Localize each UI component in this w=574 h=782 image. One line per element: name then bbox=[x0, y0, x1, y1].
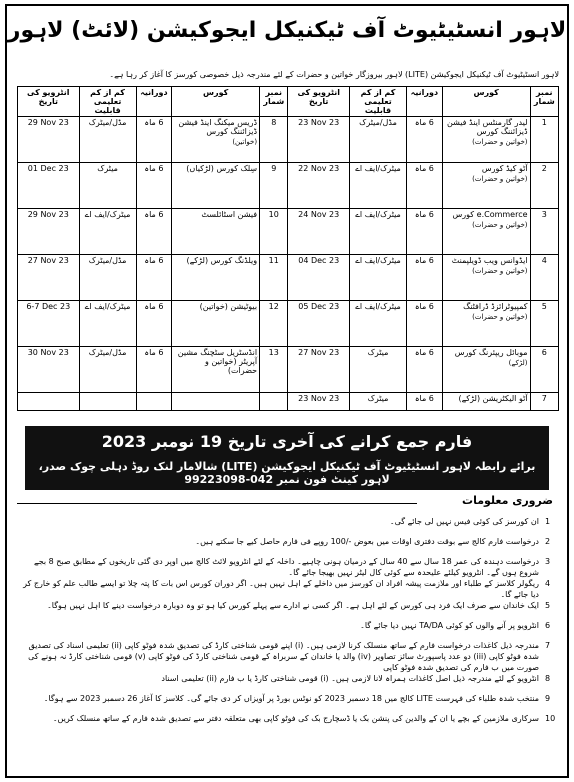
info-heading: ضروری معلومات bbox=[462, 494, 553, 507]
list-item bbox=[15, 536, 559, 556]
cell-num bbox=[530, 347, 558, 393]
cell-qual bbox=[349, 255, 406, 301]
cell-qual bbox=[79, 209, 136, 255]
cell-num bbox=[260, 255, 288, 301]
cell-duration-text: 6 ماہ bbox=[144, 256, 164, 265]
cell-course-text: انڈسٹریل سٹچنگ مشین آپریٹر (خواتین و حضرات) bbox=[177, 348, 258, 375]
cell-course-text: سِلک کورس (لڑکیاں) bbox=[186, 164, 258, 173]
cell-qual bbox=[79, 301, 136, 347]
note-number: 4 bbox=[545, 579, 551, 588]
cell-date bbox=[288, 393, 350, 411]
cell-date-text: 6-7 Dec 23 bbox=[26, 302, 71, 311]
list-item bbox=[15, 673, 559, 693]
cell-duration-text: 6 ماہ bbox=[414, 210, 434, 219]
cell-duration bbox=[136, 347, 172, 393]
note-number: 1 bbox=[545, 517, 551, 526]
table-header-row bbox=[18, 87, 559, 117]
cell-num bbox=[260, 393, 288, 411]
cell-date bbox=[18, 347, 80, 393]
cell-date bbox=[288, 163, 350, 209]
note-text: منتخب شدہ طلباء کی فہرست LITE کالج میں 18 دسمبر 2023 کو نوٹس بورڈ پر آویزاں کر دی جائے گی۔ کلاسز کا آغاز 26 دسمبر 2023 سے ہوگا۔ bbox=[43, 694, 539, 703]
cell-qual-text: میٹرک/ایف اے bbox=[355, 210, 401, 219]
list-item bbox=[15, 600, 559, 620]
header-qual-right: کم از کم تعلیمی قابلیت bbox=[349, 87, 406, 117]
cell-num bbox=[260, 117, 288, 163]
note-number: 10 bbox=[545, 714, 556, 723]
cell-num-text: 13 bbox=[268, 348, 279, 357]
cell-duration-text: 6 ماہ bbox=[414, 394, 434, 403]
cell-date bbox=[18, 209, 80, 255]
note-number: 7 bbox=[545, 641, 551, 650]
cell-duration-text: 6 ماہ bbox=[144, 348, 164, 357]
cell-course bbox=[172, 163, 260, 209]
header-qual-left: کم از کم تعلیمی قابلیت bbox=[79, 87, 136, 117]
note-number: 8 bbox=[545, 674, 551, 683]
cell-num bbox=[260, 209, 288, 255]
cell-course-text: ڈریس میکنگ اینڈ فیشن ڈیزائننگ کورس bbox=[178, 118, 258, 136]
info-heading-bar bbox=[7, 494, 567, 512]
cell-duration-text: 6 ماہ bbox=[414, 164, 434, 173]
cell-date-text: 27 Nov 23 bbox=[298, 348, 340, 357]
cell-date bbox=[18, 117, 80, 163]
table-row bbox=[18, 209, 559, 255]
cell-num bbox=[530, 163, 558, 209]
cell-qual-text: مڈل/میٹرک bbox=[88, 118, 127, 127]
cell-course-text: e.Commerce کورس bbox=[452, 210, 528, 219]
cell-course-audience: (لڑکے) bbox=[508, 359, 528, 367]
cell-num-text: 10 bbox=[268, 210, 279, 219]
cell-num-text: 1 bbox=[541, 118, 547, 127]
cell-num-text: 5 bbox=[541, 302, 547, 311]
header-date-right: انٹرویو کی تاریخ bbox=[288, 87, 350, 117]
cell-duration-text: 6 ماہ bbox=[144, 164, 164, 173]
cell-course bbox=[442, 209, 530, 255]
cell-duration bbox=[407, 347, 443, 393]
cell-num bbox=[530, 301, 558, 347]
header-course-right: کورس bbox=[442, 87, 530, 117]
table-row bbox=[18, 393, 559, 411]
cell-course-text: موبائل ریپئرنگ کورس bbox=[454, 348, 528, 357]
cell-duration bbox=[136, 209, 172, 255]
cell-course bbox=[442, 117, 530, 163]
cell-date bbox=[18, 301, 80, 347]
header-duration-left: دورانیہ bbox=[136, 87, 172, 117]
table-row bbox=[18, 301, 559, 347]
cell-qual-text: میٹرک/ایف اے bbox=[355, 302, 401, 311]
deadline-banner bbox=[25, 426, 549, 490]
cell-course-text: لیدر گارمنٹس اینڈ فیشن ڈیزائننگ کورس bbox=[447, 118, 528, 136]
cell-course-audience: (خواتین و حضرات) bbox=[472, 138, 528, 146]
table-row bbox=[18, 163, 559, 209]
courses-table bbox=[17, 86, 559, 411]
cell-qual bbox=[349, 117, 406, 163]
cell-duration bbox=[136, 117, 172, 163]
cell-qual bbox=[349, 393, 406, 411]
note-number: 5 bbox=[545, 601, 551, 610]
cell-date bbox=[288, 255, 350, 301]
cell-qual-text: مڈل/میٹرک bbox=[88, 348, 127, 357]
cell-qual-text: مڈل/میٹرک bbox=[359, 118, 397, 127]
cell-course-audience: (خواتین و حضرات) bbox=[472, 175, 528, 183]
cell-duration-text: 6 ماہ bbox=[144, 118, 164, 127]
cell-date-text: 27 Nov 23 bbox=[27, 256, 69, 265]
cell-course bbox=[442, 347, 530, 393]
cell-qual-text: مڈل/میٹرک bbox=[88, 256, 127, 265]
cell-num-text: 2 bbox=[541, 164, 547, 173]
cell-duration bbox=[407, 209, 443, 255]
cell-course bbox=[172, 347, 260, 393]
cell-num-text: 6 bbox=[541, 348, 547, 357]
cell-qual bbox=[349, 347, 406, 393]
cell-date bbox=[288, 347, 350, 393]
cell-qual bbox=[79, 255, 136, 301]
header-course-left: کورس bbox=[172, 87, 260, 117]
table-row bbox=[18, 255, 559, 301]
cell-num-text: 8 bbox=[271, 118, 277, 127]
cell-date-text: 05 Dec 23 bbox=[298, 302, 340, 311]
header-num-left: نمبر شمار bbox=[260, 87, 288, 117]
cell-duration bbox=[136, 393, 172, 411]
cell-date-text: 01 Dec 23 bbox=[27, 164, 69, 173]
cell-course bbox=[442, 255, 530, 301]
cell-course-text: آٹو الیکٹریشن (لڑکے) bbox=[458, 394, 528, 403]
cell-course bbox=[442, 301, 530, 347]
cell-duration bbox=[407, 117, 443, 163]
cell-date bbox=[288, 209, 350, 255]
cell-date-text: 29 Nov 23 bbox=[27, 210, 69, 219]
list-item bbox=[15, 640, 559, 673]
cell-course-text: ایڈوانس ویب ڈویلپمنٹ bbox=[451, 256, 528, 265]
cell-date bbox=[18, 163, 80, 209]
cell-date bbox=[288, 117, 350, 163]
note-text: ان کورسز کی کوئی فیس نہیں لی جائے گی۔ bbox=[389, 517, 539, 526]
cell-qual-text: میٹرک bbox=[367, 394, 389, 403]
cell-qual bbox=[349, 163, 406, 209]
header-date-left: انٹرویو کی تاریخ bbox=[18, 87, 80, 117]
advertisement-page bbox=[5, 4, 569, 778]
cell-num-text: 9 bbox=[271, 164, 277, 173]
note-number: 6 bbox=[545, 621, 551, 630]
table-row bbox=[18, 347, 559, 393]
note-number: 2 bbox=[545, 537, 551, 546]
cell-course bbox=[442, 393, 530, 411]
heading-divider bbox=[17, 503, 417, 504]
list-item bbox=[15, 620, 559, 640]
cell-course bbox=[442, 163, 530, 209]
cell-duration bbox=[407, 393, 443, 411]
list-item bbox=[15, 556, 559, 578]
cell-qual-text: میٹرک/ایف اے bbox=[355, 164, 401, 173]
cell-course bbox=[172, 393, 260, 411]
cell-num-text: 3 bbox=[541, 210, 547, 219]
cell-course-text: بیوٹیشن (خواتین) bbox=[199, 302, 258, 311]
cell-duration bbox=[407, 255, 443, 301]
cell-course-text: ویلڈنگ کورس (لڑکے) bbox=[186, 256, 258, 265]
cell-course-audience: (خواتین و حضرات) bbox=[472, 221, 528, 229]
cell-course bbox=[172, 255, 260, 301]
cell-duration bbox=[136, 301, 172, 347]
cell-course-text: فیشن اسٹائلسٹ bbox=[201, 210, 258, 219]
cell-date-text: 23 Nov 23 bbox=[298, 118, 340, 127]
intro-text: لاہور انسٹیٹیوٹ آف ٹیکنیکل ایجوکیشن (LITE) لاہور بیروزگار خواتین و حضرات کے لئے مندرجہ ذیل خصوصی کورسز کا آغاز کر رہا ہے۔ bbox=[109, 70, 559, 79]
list-item bbox=[15, 516, 559, 536]
cell-duration bbox=[136, 163, 172, 209]
note-text: درخواست فارم کالج سے بوقت دفتری اوقات میں بعوض -/100 روپے فی فارم حاصل کیے جا سکتے ہیں۔ bbox=[195, 537, 539, 546]
cell-duration bbox=[407, 163, 443, 209]
contact-text: برائے رابطہ لاہور انسٹیٹیوٹ آف ٹیکنیکل ایجوکیشن (LITE) شالامار لنک روڈ دہلی چوک صدر، لاہور کینٹ فون نمبر 042-99223098 bbox=[38, 460, 536, 486]
cell-course-text: آٹو کیڈ کورس bbox=[481, 164, 528, 173]
notes-list bbox=[15, 516, 559, 733]
cell-course bbox=[172, 117, 260, 163]
cell-num bbox=[530, 117, 558, 163]
cell-qual-text: میٹرک/ایف اے bbox=[84, 302, 131, 311]
cell-date-text: 30 Nov 23 bbox=[27, 348, 69, 357]
note-text: ایک خاندان سے صرف ایک فرد ہی کورس کے لئے اہل ہے۔ اگر کسی نے ادارے سے پہلے کورس کیا ہو تو وہ دوبارہ درخواست دینے کا اہل نہیں ہوگا۔ bbox=[47, 601, 539, 610]
list-item bbox=[15, 713, 559, 733]
note-text: انٹرویو کے لئے مندرجہ ذیل اصل کاغذات ہمراہ لانا لازمی ہیں۔ (i) قومی شناختی کارڈ یا ب فارم (ii) تعلیمی اسناد bbox=[161, 674, 539, 683]
cell-duration-text: 6 ماہ bbox=[144, 210, 164, 219]
cell-qual bbox=[79, 393, 136, 411]
cell-duration-text: 6 ماہ bbox=[414, 302, 434, 311]
note-number: 9 bbox=[545, 694, 551, 703]
cell-num-text: 11 bbox=[268, 256, 279, 265]
cell-date-text: 22 Nov 23 bbox=[298, 164, 340, 173]
cell-qual-text: میٹرک/ایف اے bbox=[84, 210, 131, 219]
header-num-right: نمبر شمار bbox=[530, 87, 558, 117]
cell-num bbox=[260, 163, 288, 209]
cell-duration bbox=[136, 255, 172, 301]
cell-num-text: 4 bbox=[541, 256, 547, 265]
note-text: مندرجہ ذیل کاغذات درخواست فارم کے ساتھ منسلک کرنا لازمی ہیں۔ (i) اپنے قومی شناختی کارڈ کی تصدیق شدہ فوٹو کاپی (ii) تعلیمی اسناد کی تصدیق شدہ فوٹو کاپی (iii) دو عدد پاسپورٹ سائز تصاویر (iv) والد یا خاندان کے سربراہ کے قومی شناختی کارڈ کی فوٹو کاپی (v) قومی شناختی کارڈ نہ ہونے کی صورت میں ب فارم کی تصدیق شدہ فوٹو کاپی bbox=[28, 641, 539, 672]
cell-num bbox=[260, 347, 288, 393]
table-row bbox=[18, 117, 559, 163]
cell-date bbox=[18, 393, 80, 411]
cell-course-audience: (خواتین) bbox=[232, 138, 258, 146]
cell-qual bbox=[349, 209, 406, 255]
cell-num-text: 7 bbox=[541, 394, 547, 403]
cell-course-audience: (خواتین و حضرات) bbox=[472, 313, 528, 321]
cell-date-text: 29 Nov 23 bbox=[27, 118, 69, 127]
cell-qual bbox=[79, 347, 136, 393]
header-duration-right: دورانیہ bbox=[407, 87, 443, 117]
cell-duration-text: 6 ماہ bbox=[414, 256, 434, 265]
cell-num-text: 12 bbox=[268, 302, 279, 311]
list-item bbox=[15, 578, 559, 600]
cell-course-text: کمپیوٹرائزڈ ڈرافٹنگ bbox=[463, 302, 528, 311]
note-text: درخواست دہندہ کی عمر 18 سال سے 40 سال کے درمیان ہونی چاہیے۔ داخلہ کے لئے انٹرویو لائٹ کالج میں اوپر دی گئی تاریخوں کے مطابق صبح 8 بجے شروع ہوں گے۔ انٹرویو کیلئے علیحدہ سے کوئی کال لیٹر نہیں بھیجا جائے گا۔ bbox=[34, 557, 539, 577]
cell-duration-text: 6 ماہ bbox=[414, 118, 434, 127]
cell-num bbox=[530, 255, 558, 301]
cell-num bbox=[530, 209, 558, 255]
cell-course-audience: (خواتین و حضرات) bbox=[472, 267, 528, 275]
cell-course bbox=[172, 209, 260, 255]
cell-qual-text: میٹرک bbox=[367, 348, 389, 357]
cell-qual-text: میٹرک bbox=[97, 164, 118, 173]
deadline-text: فارم جمع کرانے کی آخری تاریخ 19 نومبر 2023 bbox=[101, 432, 473, 451]
note-number: 3 bbox=[545, 557, 551, 566]
cell-duration-text: 6 ماہ bbox=[144, 302, 164, 311]
cell-course bbox=[172, 301, 260, 347]
cell-qual bbox=[79, 117, 136, 163]
cell-qual bbox=[349, 301, 406, 347]
cell-qual-text: میٹرک/ایف اے bbox=[355, 256, 401, 265]
cell-date bbox=[288, 301, 350, 347]
cell-num bbox=[260, 301, 288, 347]
note-text: ریگولر کلاسز کے طلباء اور ملازمت پیشہ افراد ان کورسز میں داخلے کے اہل نہیں ہیں۔ اگر دوران کورس اس بات کا پتہ چلا تو ایسے طالب علم کو خارج کر دیا جائے گا۔ bbox=[23, 579, 539, 599]
cell-date-text: 24 Nov 23 bbox=[298, 210, 340, 219]
page-title: لاہور انسٹیٹیوٹ آف ٹیکنیکل ایجوکیشن (لائٹ) لاہور bbox=[7, 18, 567, 43]
cell-duration-text: 6 ماہ bbox=[414, 348, 434, 357]
note-text: انٹرویو پر آنے والوں کو کوئی TA/DA نہیں دیا جائے گا۔ bbox=[360, 621, 539, 630]
cell-date bbox=[18, 255, 80, 301]
cell-num bbox=[530, 393, 558, 411]
cell-duration bbox=[407, 301, 443, 347]
note-text: سرکاری ملازمین کے بچے یا ان کے والدین کی پنشن بک یا ڈسچارج بک کی فوٹو کاپی بھی متعلقہ دفتر سے تصدیق شدہ فارم کے ساتھ منسلک کریں۔ bbox=[52, 714, 539, 723]
cell-date-text: 04 Dec 23 bbox=[298, 256, 340, 265]
list-item bbox=[15, 693, 559, 713]
cell-qual bbox=[79, 163, 136, 209]
cell-date-text: 23 Nov 23 bbox=[298, 394, 340, 403]
